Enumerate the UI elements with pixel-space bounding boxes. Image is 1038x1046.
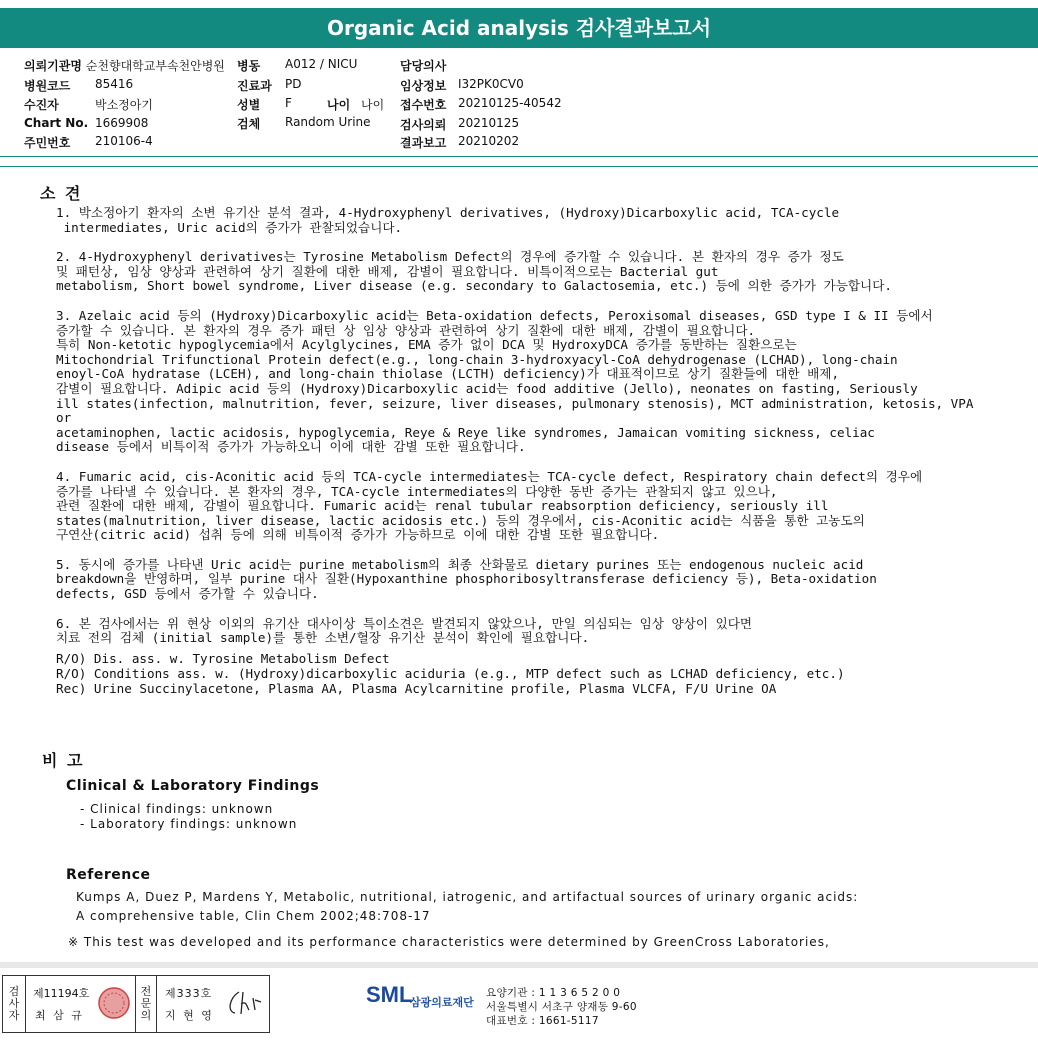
- chart-no-label: Chart No.: [24, 116, 89, 130]
- findings-body: [56, 206, 986, 661]
- report-date-value: 20210202: [458, 134, 520, 148]
- patient-value: 박소정아기: [95, 98, 153, 112]
- inspector-vertical-label: 검 사 자: [3, 976, 26, 1032]
- clinical-item: - Clinical findings: unknown: [80, 802, 274, 816]
- header-divider: [0, 156, 1038, 157]
- signature-icon: [225, 988, 263, 1018]
- hospital-code-field: 병원코드: [24, 79, 71, 93]
- dept-value: PD: [285, 77, 302, 91]
- request-date-label: 검사의뢰: [400, 118, 447, 132]
- resident-no-value: 210106-4: [95, 134, 153, 148]
- report-title: Organic Acid analysis 검사결과보고서: [0, 8, 1038, 48]
- reference-line: Kumps A, Duez P, Mardens Y, Metabolic, nutritional, iatrogenic, and artifactual sources of urinary organic acids:: [76, 890, 859, 904]
- remarks-title: 비 고: [42, 751, 85, 770]
- age-value: 나이: [361, 98, 385, 112]
- ro-line: R/O) Conditions ass. w. (Hydroxy)dicarboxylic aciduria (e.g., MTP defect such as LCHAD deficiency, etc.): [56, 666, 845, 681]
- sex-value: F: [285, 96, 292, 110]
- institution-address: 서울특별시 서초구 양재동 9-60: [486, 1001, 637, 1013]
- specialist-license: 제333호: [165, 987, 213, 1000]
- report-date-label: 결과보고: [400, 136, 447, 150]
- finding-paragraph: 4. Fumaric acid, cis-Aconitic acid 등의 TCA-cycle intermediates는 TCA-cycle defect, Respiratory chain defect의 경우에 증가를 나타낼 수 있습니다. 본 환자의 경우, TCA-cycle intermediates의 다양한 동반 증가는 관찰되지 않고 있으나, 관련 질환에 대한 배제, 감별이 필요합니다. Fumaric acid는 renal tubular reabsorption deficiency, seriously ill states(malnutrition, liver disease, lactic acidosis etc.) 등의 경우에서, cis-Aconitic acid는 식품을 통한 고농도의 구연산(citric acid) 섭취 등에 의해 비특이적 증가가 가능하므로 이에 대한 감별 또한 필요합니다.: [56, 468, 923, 543]
- request-date-value: 20210125: [458, 116, 520, 130]
- specialist-name: 지 현 영: [165, 1009, 214, 1022]
- header-divider-2: [0, 166, 1038, 167]
- ro-line: R/O) Dis. ass. w. Tyrosine Metabolism Defect: [56, 651, 390, 666]
- institution-code: 요양기관 : 1 1 3 6 5 2 0 0: [486, 987, 621, 999]
- specimen-label: 검체: [237, 117, 261, 131]
- ward-value: A012 / NICU: [285, 57, 358, 71]
- finding-paragraph: 1. 박소정아기 환자의 소변 유기산 분석 결과, 4-Hydroxyphenyl derivatives, (Hydroxy)Dicarboxylic acid, TCA-cycle intermediates, Uric acid의 증가가 관찰되었습니다.: [56, 205, 840, 235]
- finding-paragraph: 6. 본 검사에서는 위 현상 이외의 유기산 대사이상 특이소견은 발견되지 않았으나, 만일 의심되는 임상 양상이 있다면 치료 전의 검체 (initial sample)를 통한 소변/혈장 유기산 분석이 확인에 필요합니다.: [56, 615, 753, 646]
- inspector-license: 제11194호: [33, 987, 90, 1000]
- finding-paragraph: 3. Azelaic acid 등의 (Hydroxy)Dicarboxylic acid는 Beta-oxidation defects, Peroxisomal diseases, GSD type I & II 등에서 증가할 수 있습니다. 본 환자의 경우 증가 패턴 상 임상 양상과 관련하여 상기 질환에 대한 배제, 감별이 필요합니다. 특히 Non-ketotic hypoglycemia에서 Acylglycines, EMA 증가 없이 DCA 및 HydroxyDCA 증가를 동반하는 질환으로는 Mitochondrial Trifunctional Protein defect(e.g., long-chain 3-hydroxyacyl-CoA dehydrogenase (LCHAD), long-chain enoyl-CoA hydratase (LCEH), and long-chain thiolase (LCTH) deficiency)가 대표적이므로 상기 질환들에 대한 배제, 감별이 필요합니다. Adipic acid 등의 (Hydroxy)Dicarboxylic acid는 food additive (Jello), neonates on fasting, Seriously ill states(infection, malnutrition, fever, seizure, liver diseases, pulmonary stenosis), MCT administration, ketosis, VPA or acetaminophen, lactic acidosis, hypoglycemia, Reye & Reye like syndromes, Jamaican vomiting sickness, celiac disease 등에서 비특이적 증가가 가능하오니 이에 대한 감별 또한 필요합니다.: [56, 307, 974, 455]
- laboratory-item: - Laboratory findings: unknown: [80, 817, 298, 831]
- reference-line: A comprehensive table, Clin Chem 2002;48:708-17: [76, 909, 431, 923]
- sml-logo-subtitle: 삼광의료재단: [410, 996, 474, 1009]
- specimen-value: Random Urine: [285, 115, 371, 129]
- chart-no-value: 1669908: [95, 116, 149, 130]
- sml-logo: SML: [366, 982, 413, 1007]
- inspector-name: 최 삼 규: [35, 1009, 84, 1022]
- doctor-label: 담당의사: [400, 59, 447, 73]
- age-label: 나이: [327, 98, 351, 112]
- clinical-findings-heading: Clinical & Laboratory Findings: [66, 778, 320, 794]
- hospital-field: 의뢰기관명 순천향대학교부속천안병원: [24, 59, 225, 73]
- ward-label: 병동: [237, 59, 261, 73]
- finding-paragraph: 5. 동시에 증가를 나타낸 Uric acid는 purine metabolism의 최종 산화물로 dietary purines 또는 endogenous nucleic acid breakdown을 반영하며, 일부 purine 대사 질환(Hypoxanthine phosphoribosyltransferase deficiency 등), Beta-oxidation defects, GSD 등에서 증가할 수 있습니다.: [56, 556, 877, 602]
- seal-icon: [97, 986, 131, 1020]
- reference-heading: Reference: [66, 867, 151, 883]
- institution-phone: 대표번호 : 1661-5117: [486, 1015, 599, 1027]
- dept-label: 진료과: [237, 79, 272, 93]
- hospital-code-value: 85416: [95, 77, 134, 91]
- resident-no-label: 주민번호: [24, 136, 71, 150]
- sex-label: 성별: [237, 98, 261, 112]
- signature-box: [2, 975, 270, 1033]
- receipt-no-value: 20210125-40542: [458, 96, 562, 110]
- receipt-no-label: 접수번호: [400, 98, 447, 112]
- test-note: ※ This test was developed and its performance characteristics were determined by GreenCross Laboratories,: [68, 935, 830, 949]
- ro-block: [56, 651, 986, 696]
- clinical-info-value: I32PK0CV0: [458, 77, 524, 91]
- ro-line: Rec) Urine Succinylacetone, Plasma AA, Plasma Acylcarnitine profile, Plasma VLCFA, F/U Urine OA: [56, 681, 777, 696]
- specialist-vertical-label: 전 문 의: [135, 976, 157, 1032]
- clinical-info-label: 임상정보: [400, 79, 447, 93]
- findings-title: 소 견: [40, 184, 83, 203]
- finding-paragraph: 2. 4-Hydroxyphenyl derivatives는 Tyrosine Metabolism Defect의 경우에 증가할 수 있습니다. 본 환자의 경우 증가 정도 및 패턴상, 임상 양상과 관련하여 상기 질환에 대한 배제, 감별이 필요합니다. 비특이적으로는 Bacterial gut metabolism, Short bowel syndrome, Liver disease (e.g. secondary to Galactosemia, etc.) 등에 의한 증가가 가능합니다.: [56, 249, 892, 294]
- patient-label: 수진자: [24, 98, 59, 112]
